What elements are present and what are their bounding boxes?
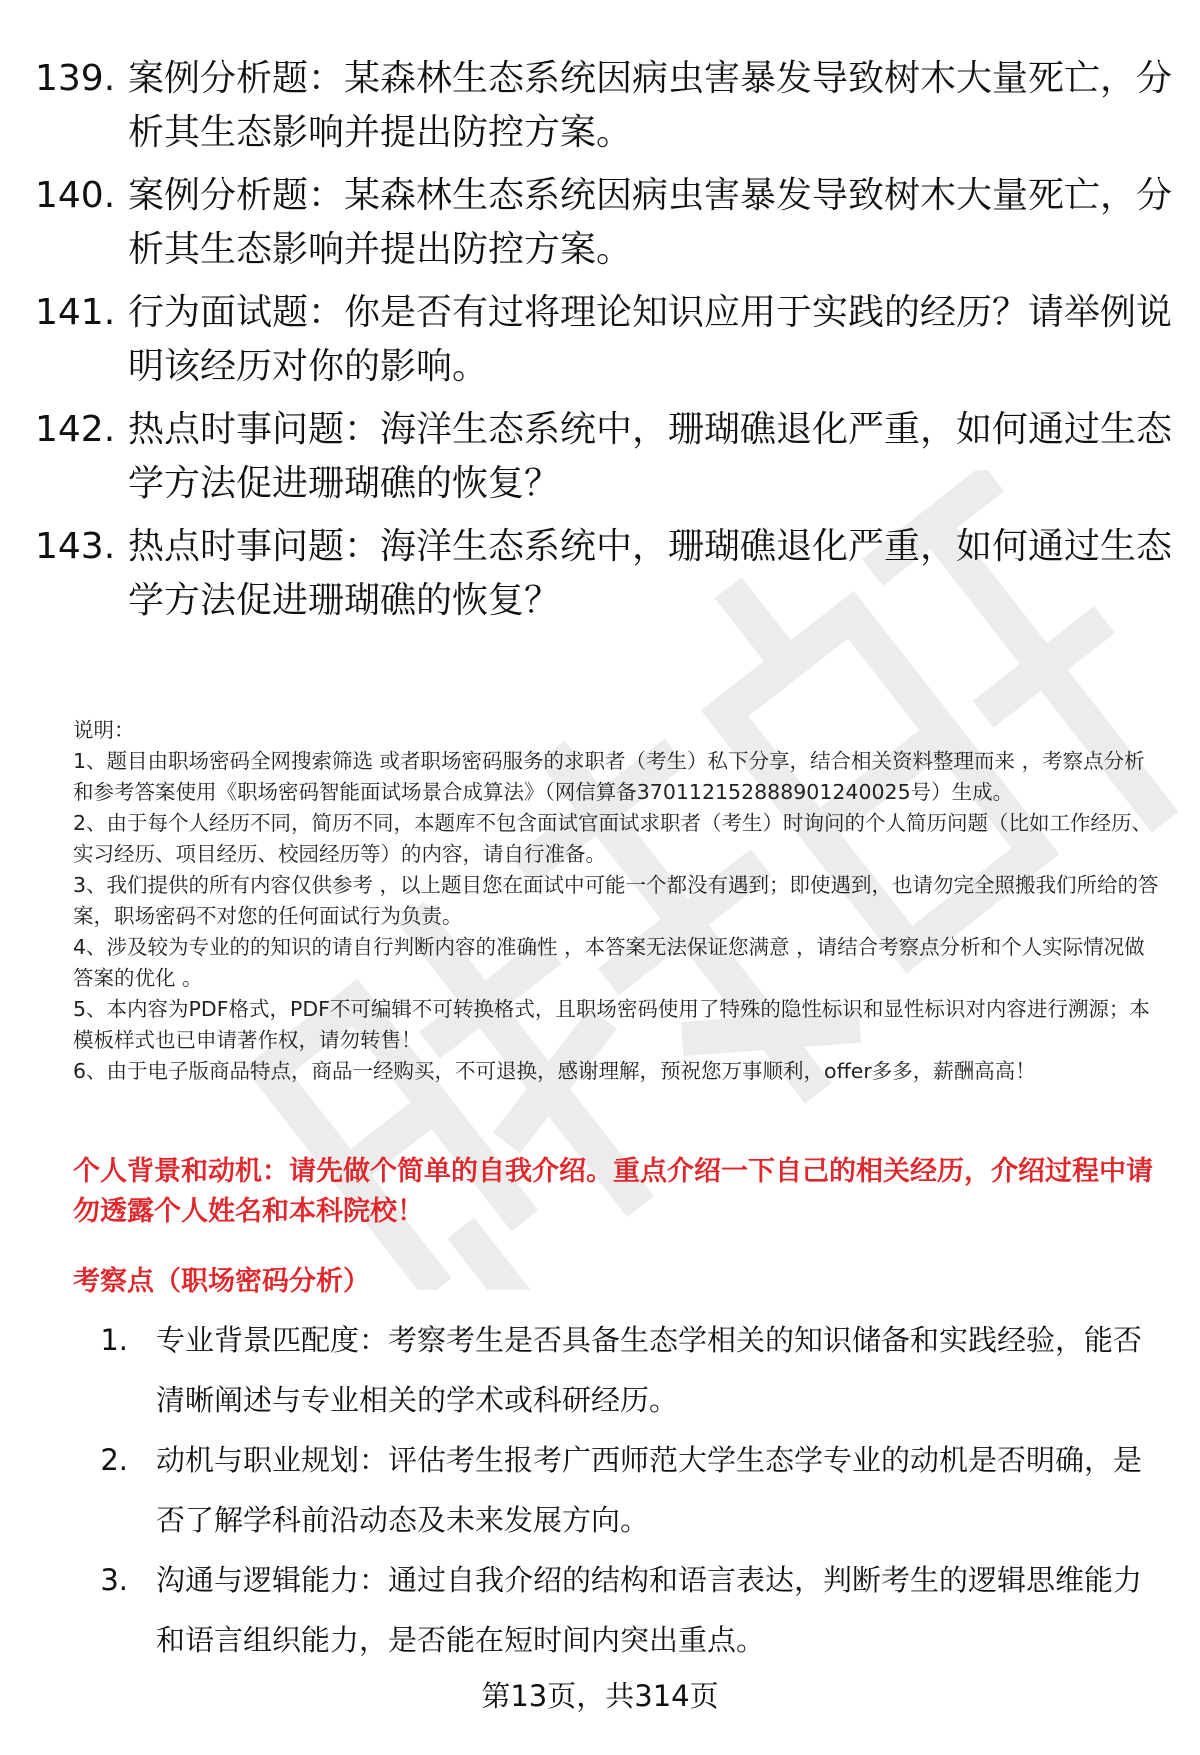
question-item	[35, 286, 1175, 394]
section-heading: 个人背景和动机：请先做个简单的自我介绍。重点介绍一下自己的相关经历，介绍过程中请勿透露个人姓名和本科院校！	[73, 1156, 1153, 1227]
notes-item: 6、由于电子版商品特点，商品一经购买，不可退换，感谢理解，预祝您万事顺利，offer多多，薪酬高高！	[73, 1059, 1036, 1083]
notes-title: 说明：	[73, 718, 135, 742]
notes-item: 2、由于每个人经历不同，简历不同，本题库不包含面试官面试求职者（考生）时询问的个人简历问题（比如工作经历、实习经历、项目经历、校园经历等）的内容，请自行准备。	[73, 811, 1153, 866]
point-number: 1.	[100, 1323, 128, 1357]
notes-item: 1、题目由职场密码全网搜索筛选 或者职场密码服务的求职者（考生）私下分享，结合相关资料整理而来 ，考察点分析和参考答案使用《职场密码智能面试场景合成算法》（网信算备370112152888901240025号）生成。	[73, 749, 1145, 804]
point-number: 3.	[100, 1563, 128, 1597]
question-item	[35, 52, 1175, 160]
assessment-point	[73, 1310, 1163, 1430]
point-text: 专业背景匹配度：考察考生是否具备生态学相关的知识储备和实践经验，能否清晰阐述与专业相关的学术或科研经历。	[156, 1323, 1143, 1417]
point-text: 动机与职业规划：评估考生报考广西师范大学生态学专业的动机是否明确，是否了解学科前沿动态及未来发展方向。	[156, 1443, 1143, 1537]
page-footer: 第13页，共314页	[481, 1679, 719, 1713]
question-number: 139.	[35, 58, 116, 99]
question-text: 案例分析题：某森林生态系统因病虫害暴发导致树木大量死亡，分析其生态影响并提出防控方案。	[128, 175, 1173, 270]
assessment-points-list	[73, 1310, 1163, 1670]
assessment-point	[73, 1430, 1163, 1550]
question-number: 142.	[35, 409, 116, 450]
question-item	[35, 403, 1175, 511]
point-number: 2.	[100, 1443, 128, 1477]
assessment-point	[73, 1550, 1163, 1670]
question-item	[35, 520, 1175, 628]
question-text: 行为面试题：你是否有过将理论知识应用于实践的经历？请举例说明该经历对你的影响。	[128, 292, 1173, 387]
notes-item: 3、我们提供的所有内容仅供参考 ，以上题目您在面试中可能一个都没有遇到；即使遇到，也请勿完全照搬我们所给的答案，职场密码不对您的任何面试行为负责。	[73, 873, 1159, 928]
notes-item: 4、涉及较为专业的的知识的请自行判断内容的准确性 ，本答案无法保证您满意 ，请结合考察点分析和个人实际情况做答案的优化 。	[73, 935, 1145, 990]
question-text: 案例分析题：某森林生态系统因病虫害暴发导致树木大量死亡，分析其生态影响并提出防控方案。	[128, 58, 1173, 153]
notes-block	[73, 715, 1163, 1087]
question-item	[35, 169, 1175, 277]
question-number: 140.	[35, 175, 116, 216]
point-text: 沟通与逻辑能力：通过自我介绍的结构和语言表达，判断考生的逻辑思维能力和语言组织能力，是否能在短时间内突出重点。	[156, 1563, 1143, 1657]
question-text: 热点时事问题：海洋生态系统中，珊瑚礁退化严重，如何通过生态学方法促进珊瑚礁的恢复？	[128, 526, 1173, 621]
question-number: 141.	[35, 292, 116, 333]
notes-item: 5、本内容为PDF格式，PDF不可编辑不可转换格式，且职场密码使用了特殊的隐性标识和显性标识对内容进行溯源；本模板样式也已申请著作权，请勿转售！	[73, 997, 1150, 1052]
section-subheading: 考察点（职场密码分析）	[73, 1266, 370, 1297]
question-text: 热点时事问题：海洋生态系统中，珊瑚礁退化严重，如何通过生态学方法促进珊瑚礁的恢复？	[128, 409, 1173, 504]
question-number: 143.	[35, 526, 116, 567]
